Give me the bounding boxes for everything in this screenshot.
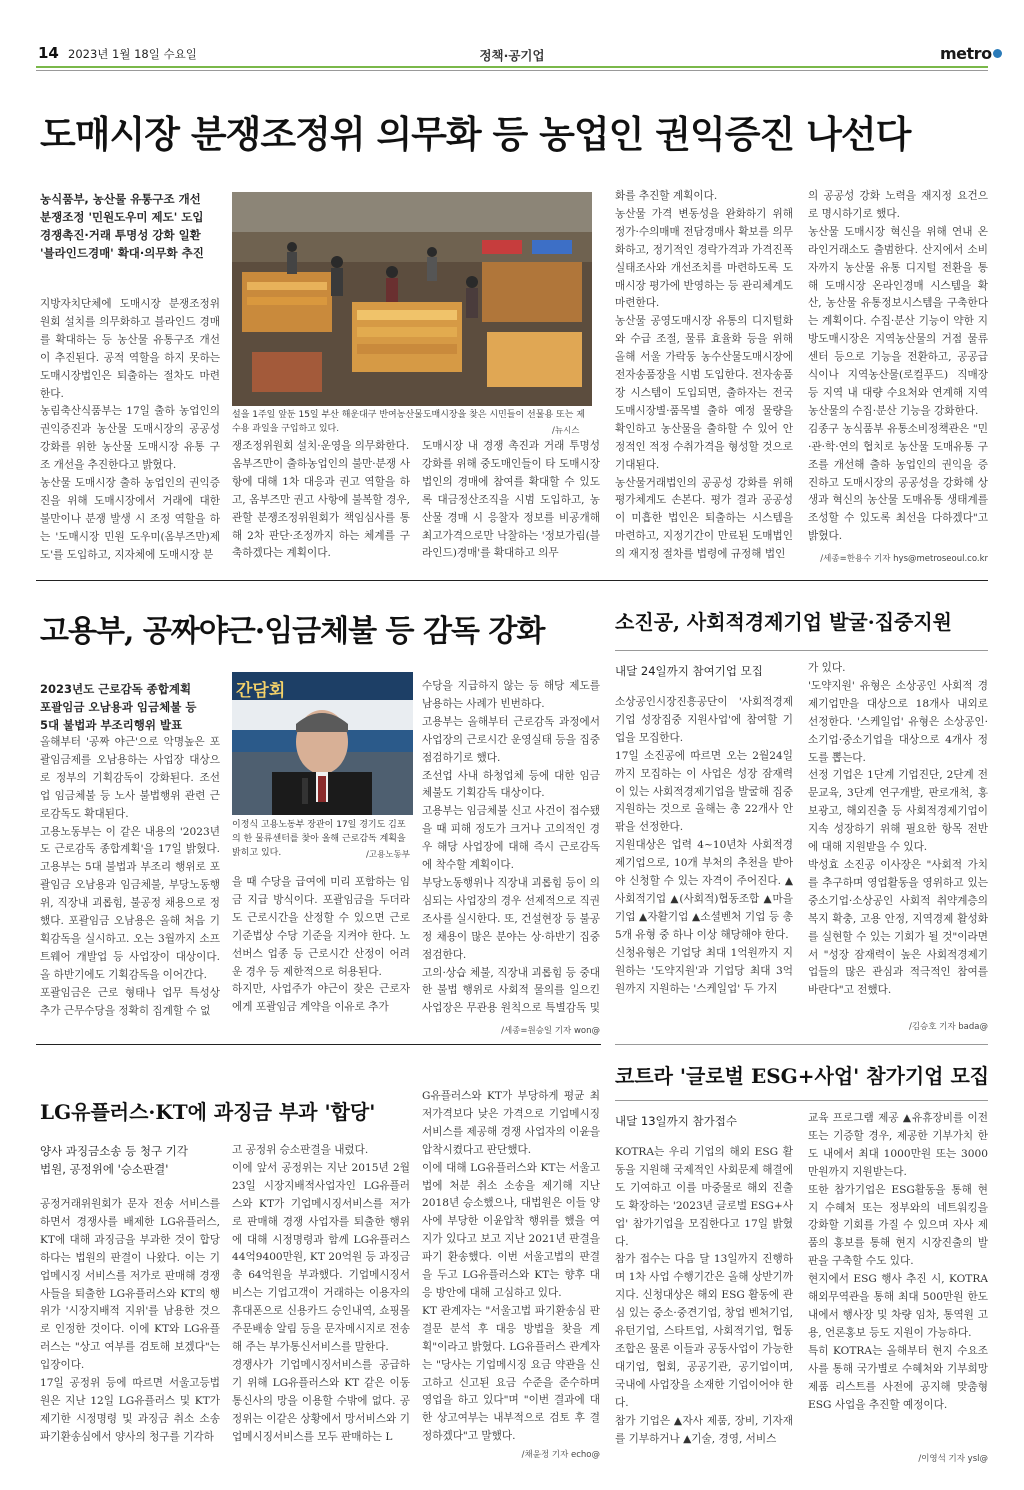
article1-col4: 화를 추진할 계획이다. 농산물 가격 변동성을 완화하기 위해 정가·수의매매 전담경매사 확보를 의무화하고, 정기적인 경락가격과 가격진폭 실태조사와 개선조치를 마련하도록 도매시장 평가에 반영하는 등 관리체계도 마련한다. 농산물 공영도매시장 유통의 디지털화와 수급 조절, 물류 효율화 등을 위해 올해 서울 가락동 농수산물도매시장에 전자송품장을 시범 도입한다. 전자송품장 시스템이 도입되면, 출하자는 전국 도매시장별·품목별 출하 예정 물량을 확인하고 농산물을 출하할 수 있어 안정적인 적정 수취가격을 형성할 것으로 기대된다. 농산물거래법인의 공공성 강화를 위해 평가체계도 손본다. 평가 결과 공공성이 미흡한 법인은 퇴출하는 시스템을 마련하고, 지정기간이 만료된 도매법인의 재지정 절차를 법령에 규정해 법인 <box>615 190 793 561</box>
photo-banner-text: 간담회 <box>236 681 286 701</box>
header-rule-thin <box>36 70 988 71</box>
article4-subheads: 양사 과징금소송 등 청구 기각 법원, 공정위에 '승소판결' <box>40 1144 188 1176</box>
market-photo <box>232 192 592 406</box>
article5-byline: /이영석 기자 ysl@ <box>918 1454 988 1464</box>
article2-subheads: 2023년도 근로감독 종합계획 포괄임금 오남용과 임금체불 등 5대 불법과 부조리행위 발표 <box>40 682 197 732</box>
article3-rule <box>615 650 988 651</box>
article1-photo-credit: /뉴시스 <box>552 426 580 436</box>
issue-date: 2023년 1월 18일 수요일 <box>68 47 197 61</box>
logo-dot-icon <box>993 49 1002 58</box>
article1-byline: /세종=한용수 기자 hys@metroseoul.co.kr <box>820 554 988 564</box>
article4-byline: /채윤정 기자 echo@ <box>521 1450 600 1460</box>
article3-col2: 가 있다. '도약지원' 유형은 소상공인 사회적 경제기업만을 대상으로 18개사 내외로 선정한다. '스케일업' 유형은 소상공인·소기업·중소기업을 대상으로 4개사 정도를 뽑는다. 선정 기업은 1단계 기업진단, 2단계 전문교육, 3단계 연구개발, 판로개척, 홍보광고, 해외진출 등 사회적경제기업이 지속 성장하기 위해 필요한 항목 전반에 대해 지원받을 수 있다. 박성효 소진공 이사장은 "사회적 가치를 추구하며 영업활동을 영위하고 있는 중소기업·소상공인 사회적 취약계층의 복지 확충, 고용 안정, 지역경제 활성화를 실현할 수 있는 기회가 될 것"이라면서 "성장 잠재력이 높은 사회적경제기업들의 많은 관심과 적극적인 참여를 바란다"고 전했다. <box>808 662 988 997</box>
article4-col3: G유플러스와 KT가 부당하게 평균 최저가격보다 낮은 가격으로 기업메시징서비스를 제공해 경쟁 사업자의 이윤을 압착시켰다고 판단했다. 이에 대해 LG유플러스와 KT는 서울고법에 처분 취소 소송을 제기해 지난 2018년 승소했으나, 대법원은 이들 양사에 부당한 이윤압착 행위를 했을 여지가 있다고 보고 지난 2021년 판결을 파기 환송했다. 이번 서울고법의 판결을 두고 LG유플러스와 KT는 향후 대응 방안에 대해 고심하고 있다. KT 관계자는 "서울고법 파기환송심 판결문 분석 후 대응 방법을 찾을 계획"이라고 밝혔다. LG유플러스 관계자는 "당사는 기업메시징 요금 약관을 신고하고 신고된 요금 수준을 준수하며 영업을 하고 있다"며 "이번 결과에 대한 상고여부는 내부적으로 검토 후 결정하겠다"고 말했다. <box>422 1090 600 1443</box>
article2-photo-caption: 이정식 고용노동부 장관이 17일 경기도 김포의 한 물류센터를 찾아 올해 근로감독 계획을 밝히고 있다. <box>232 820 406 858</box>
article1-col2: 쟁조정위원회 설치·운영을 의무화한다. 옴부즈만이 출하농업인의 불만·분쟁 사항에 대해 1차 대응과 권고 역할을 하고, 옴부즈만 권고 사항에 불복할 경우, 관할 분쟁조정위원회가 책임심사를 통해 2차 판단·조정까지 하는 체계를 구축하겠다는 계획이다. <box>232 440 410 560</box>
article2-photo-credit: /고용노동부 <box>366 850 410 860</box>
article1-col3: 도매시장 내 경쟁 촉진과 거래 투명성 강화를 위해 중도매인들이 타 도매시장법인의 경매에 참여를 확대할 수 있도록 대금정산조직을 시범 도입하고, 농산물 경매 시 응찰자 정보를 비공개해 최고가격으로만 낙찰하는 '정보가림(블라인드)경매'를 확대하고 의무 <box>422 440 600 560</box>
article5-col2: 교육 프로그램 제공 ▲유휴장비를 이전 또는 기증할 경우, 제공한 기부가치 한도 내에서 최대 1000만원 또는 3000만원까지 지원받는다. 또한 참가기업은 ESG활동을 통해 현지 수혜처 또는 정부와의 네트워킹을 강화할 기회를 가질 수 있으며 자사 제품의 홍보를 통해 현지 시장진출의 발판을 구축할 수도 있다. 현지에서 ESG 행사 추진 시, KOTRA 해외무역관을 통해 최대 500만원 한도 내에서 행사장 및 차량 임차, 통역원 고용, 언론홍보 등도 지원이 가능하다. 특히 KOTRA는 올해부터 현지 수요조사를 통해 국가별로 수혜처와 기부희망제품 리스트를 사전에 공지해 맞춤형 ESG 사업을 추진할 예정이다. <box>808 1112 988 1411</box>
article1-subheads: 농식품부, 농산물 유통구조 개선 분쟁조정 '민원도우미 제도' 도입 경쟁촉진·거래 투명성 강화 일환 '블라인드경매' 확대·의무화 추진 <box>40 192 204 260</box>
article3-byline: /김승호 기자 bada@ <box>908 1022 988 1032</box>
minister-photo <box>232 672 413 815</box>
header-rule <box>36 66 988 68</box>
article1-photo-caption: 설을 1주일 앞둔 15일 부산 해운대구 반여농산물도매시장을 찾은 시민들이 선물용 또는 제수용 과일을 구입하고 있다. <box>232 410 585 434</box>
section-title: 정책·공기업 <box>479 48 545 63</box>
article5-rule <box>615 1100 988 1101</box>
logo-text: metro <box>940 44 992 63</box>
page-header <box>0 0 1024 68</box>
article1-headline: 도매시장 분쟁조정위 의무화 등 농업인 권익증진 나선다 <box>40 113 911 156</box>
divider-3 <box>615 1044 988 1045</box>
article3-subheads: 내달 24일까지 참여기업 모집 <box>615 664 763 678</box>
article5-col1: KOTRA는 우리 기업의 해외 ESG 활동을 지원해 국제적인 사회문제 해결에도 기여하고 이를 마중물로 해외 진출도 확장하는 '2023년 글로벌 ESG+사업' 참가기업을 모집한다고 17일 밝혔다. 참가 접수는 다음 달 13일까지 진행하며 1차 사업 수행기간은 올해 상반기까지다. 신청대상은 해외 ESG 활동에 관심 있는 중소·중견기업, 창업 벤처기업, 유턴기업, 스타트업, 사회적기업, 협동조합은 물론 이들과 공동사업이 가능한 대기업, 협회, 공공기관, 공기업이며, 국내에 사업장을 소재한 기업이어야 한다. 참가 기업은 ▲자사 제품, 장비, 기자재를 기부하거나 ▲기술, 경영, 서비스 <box>615 1146 793 1445</box>
article3-col1: 소상공인시장진흥공단이 '사회적경제기업 성장집중 지원사업'에 참여할 기업을 모집한다. 17일 소진공에 따르면 오는 2월24일까지 모집하는 이 사업은 성장 잠재력이 있는 사회적경제기업을 발굴해 집중 지원하는 것으로 올해는 총 22개사 안팎을 선정한다. 지원대상은 업력 4~10년차 사회적경제기업으로, 10개 부처의 추천을 받아야 신청할 수 있는 자격이 주어진다. ▲사회적기업 ▲(사회적)협동조합 ▲마을기업 ▲자활기업 ▲소셜벤처 기업 등 총 5개 유형 중 하나 이상 해당해야 한다. 신청유형은 기업당 최대 1억원까지 지원하는 '도약지원'과 기업당 최대 3억원까지 지원하는 '스케일업' 두 가지 <box>615 696 793 995</box>
page-number: 14 <box>38 44 59 62</box>
divider-1 <box>36 580 988 581</box>
article1-col1: 지방자치단체에 도매시장 분쟁조정위원회 설치를 의무화하고 블라인드 경매를 확대하는 등 농산물 유통구조 개선이 추진된다. 공적 역할을 하지 못하는 도매시장법인은 퇴출하는 절차도 마련한다. 농림축산식품부는 17일 출하 농업인의 권익증진과 농산물 도매시장의 공공성 강화를 위한 농산물 도매시장 유통 구조 개선을 추진한다고 밝혔다. 농산물 도매시장 출하 농업인의 권익증진을 위해 도매시장에서 거래에 대한 불만이나 분쟁 발생 시 조정 역할을 하는 '도매시장 민원 도우미(옴부즈만)제도'를 도입하고, 지자체에 도매시장 분 <box>40 298 220 561</box>
article2-col2: 을 때 수당을 급여에 미리 포함하는 임금 지급 방식이다. 포괄임금을 두더라도 근로시간을 산정할 수 있으면 근로기준법상 수당 기준을 지켜야 한다. 노선버스 업종 등 근로시간 산정이 어려운 경우 등 제한적으로 허용된다. 하지만, 사업주가 야근이 잦은 근로자에게 포괄임금 계약을 이유로 추가 <box>232 876 410 1014</box>
article2-headline: 고용부, 공짜야근·임금체불 등 감독 강화 <box>40 614 545 649</box>
article4-headline: LG유플러스·KT에 과징금 부과 '합당' <box>40 1100 376 1124</box>
article2-byline: /세종=원승일 기자 won@ <box>501 1026 600 1036</box>
article2-col1: 올해부터 '공짜 야근'으로 악명높은 포괄임금제를 오남용하는 사업장 대상으로 정부의 기획감독이 강화된다. 조선업 임금체불 등 노사 불법행위 관련 근로감독도 확대된다. 고용노동부는 이 같은 내용의 '2023년도 근로감독 종합계획'을 17일 밝혔다. 고용부는 5대 불법과 부조리 행위로 포괄임금 오남용과 임금체불, 부당노동행위, 직장내 괴롭힘, 불공정 채용으로 정했다. 포괄임금 오남용은 올해 처음 기획감독을 실시하고. 오는 3월까지 소프트웨어 개발업 등 사업장이 대상이다. 올 하반기에도 기획감독을 이어간다. 포괄임금은 근로 형태나 업무 특성상 추가 근무수당을 정확히 집계할 수 없 <box>40 736 220 1017</box>
article3-headline: 소진공, 사회적경제기업 발굴·집중지원 <box>615 610 952 634</box>
article4-col2: 고 공정위 승소판결을 내렸다. 이에 앞서 공정위는 지난 2015년 2월 23일 시장지배적사업자인 LG유플러스와 KT가 기업메시징서비스를 저가로 판매해 경쟁 사업자를 퇴출한 행위에 대해 시정명령과 함께 LG유플러스 44억9400만원, KT 20억원 등 과징금 총 64억원을 부과했다. 기업메시징서비스는 기업고객이 거래하는 이용자의 휴대폰으로 신용카드 승인내역, 쇼핑몰 주문배송 알림 등을 문자메시지로 전송해 주는 부가통신서비스를 말한다. 경쟁사가 기업메시징서비스를 공급하기 위해 LG유플러스와 KT 같은 이동통신사의 망을 이용할 수밖에 없다. 공정위는 이같은 상황에서 망서비스와 기업메시징서비스를 모두 판매하는 L <box>232 1144 410 1443</box>
article5-subheads: 내달 13일까지 참가접수 <box>615 1114 737 1128</box>
article4-col1: 공정거래위원회가 문자 전송 서비스를 하면서 경쟁사를 배제한 LG유플러스, KT에 대해 과징금을 부과한 것이 합당하다는 법원의 판결이 나왔다. 이는 기업메시징 서비스를 저가로 판매해 경쟁사들을 퇴출한 LG유플러스와 KT의 행위가 '시장지배적 지위'를 남용한 것으로 인정한 것이다. 이에 KT와 LG유플러스는 "상고 여부를 검토해 보겠다"는 입장이다. 17일 공정위 등에 따르면 서울고등법원은 지난 12일 LG유플러스 및 KT가 제기한 시정명령 및 과징금 취소 소송 파기환송심에서 양사의 청구를 기각하 <box>40 1198 220 1443</box>
article2-col3: 수당을 지급하지 않는 등 해당 제도를 남용하는 사례가 빈번하다. 고용부는 올해부터 근로감독 과정에서 사업장의 근로시간 운영실태 등을 집중 점검하기로 했다. 조선업 사내 하청업체 등에 대한 임금체불도 기획감독 대상이다. 고용부는 임금체불 신고 사건이 접수됐을 때 피해 정도가 크거나 고의적인 경우 해당 사업장에 대해 즉시 근로감독에 착수할 계획이다. 부당노동행위나 직장내 괴롭힘 등이 의심되는 사업장의 경우 선제적으로 직권조사를 실시한다. 또, 건설현장 등 불공정 채용이 많은 분야는 상·하반기 집중 점검한다. 고의·상습 체불, 직장내 괴롭힘 등 중대한 불법 행위로 사회적 물의를 일으킨 사업장은 무관용 원칙으로 특별감독 및 <box>422 680 600 1015</box>
article5-headline: 코트라 '글로벌 ESG+사업' 참가기업 모집 <box>615 1064 990 1088</box>
metro-logo <box>940 44 1002 63</box>
divider-2 <box>36 1044 601 1045</box>
market-photo-image <box>232 192 592 406</box>
article1-col5: 의 공공성 강화 노력을 재지정 요건으로 명시하기로 했다. 농산물 도매시장 혁신을 위해 연내 온라인거래소도 출범한다. 산지에서 소비자까지 농산물 유통 디지털 전환을 통해 도매시장 온라인경매 시스템을 확산, 농산물 유통정보시스템을 구축한다는 계획이다. 수집·분산 기능이 약한 지방도매시장은 지역농산물의 거점 물류센터 등으로 기능을 전환하고, 공공급식이나 지역농산물(로컬푸드) 직매장 등 지역 내 대량 수요처와 연계해 지역 농산물의 수집·분산 기능을 강화한다. 김종구 농식품부 유통소비정책관은 "민·관·학·연의 협치로 농산물 도매유통 구조를 개선해 출하 농업인의 권익을 증진하고 도매시장의 공공성을 강화해 상생과 혁신의 농산물 도매유통 생태계를 조성할 수 있도록 최선을 다하겠다"고 밝혔다. <box>808 190 988 543</box>
